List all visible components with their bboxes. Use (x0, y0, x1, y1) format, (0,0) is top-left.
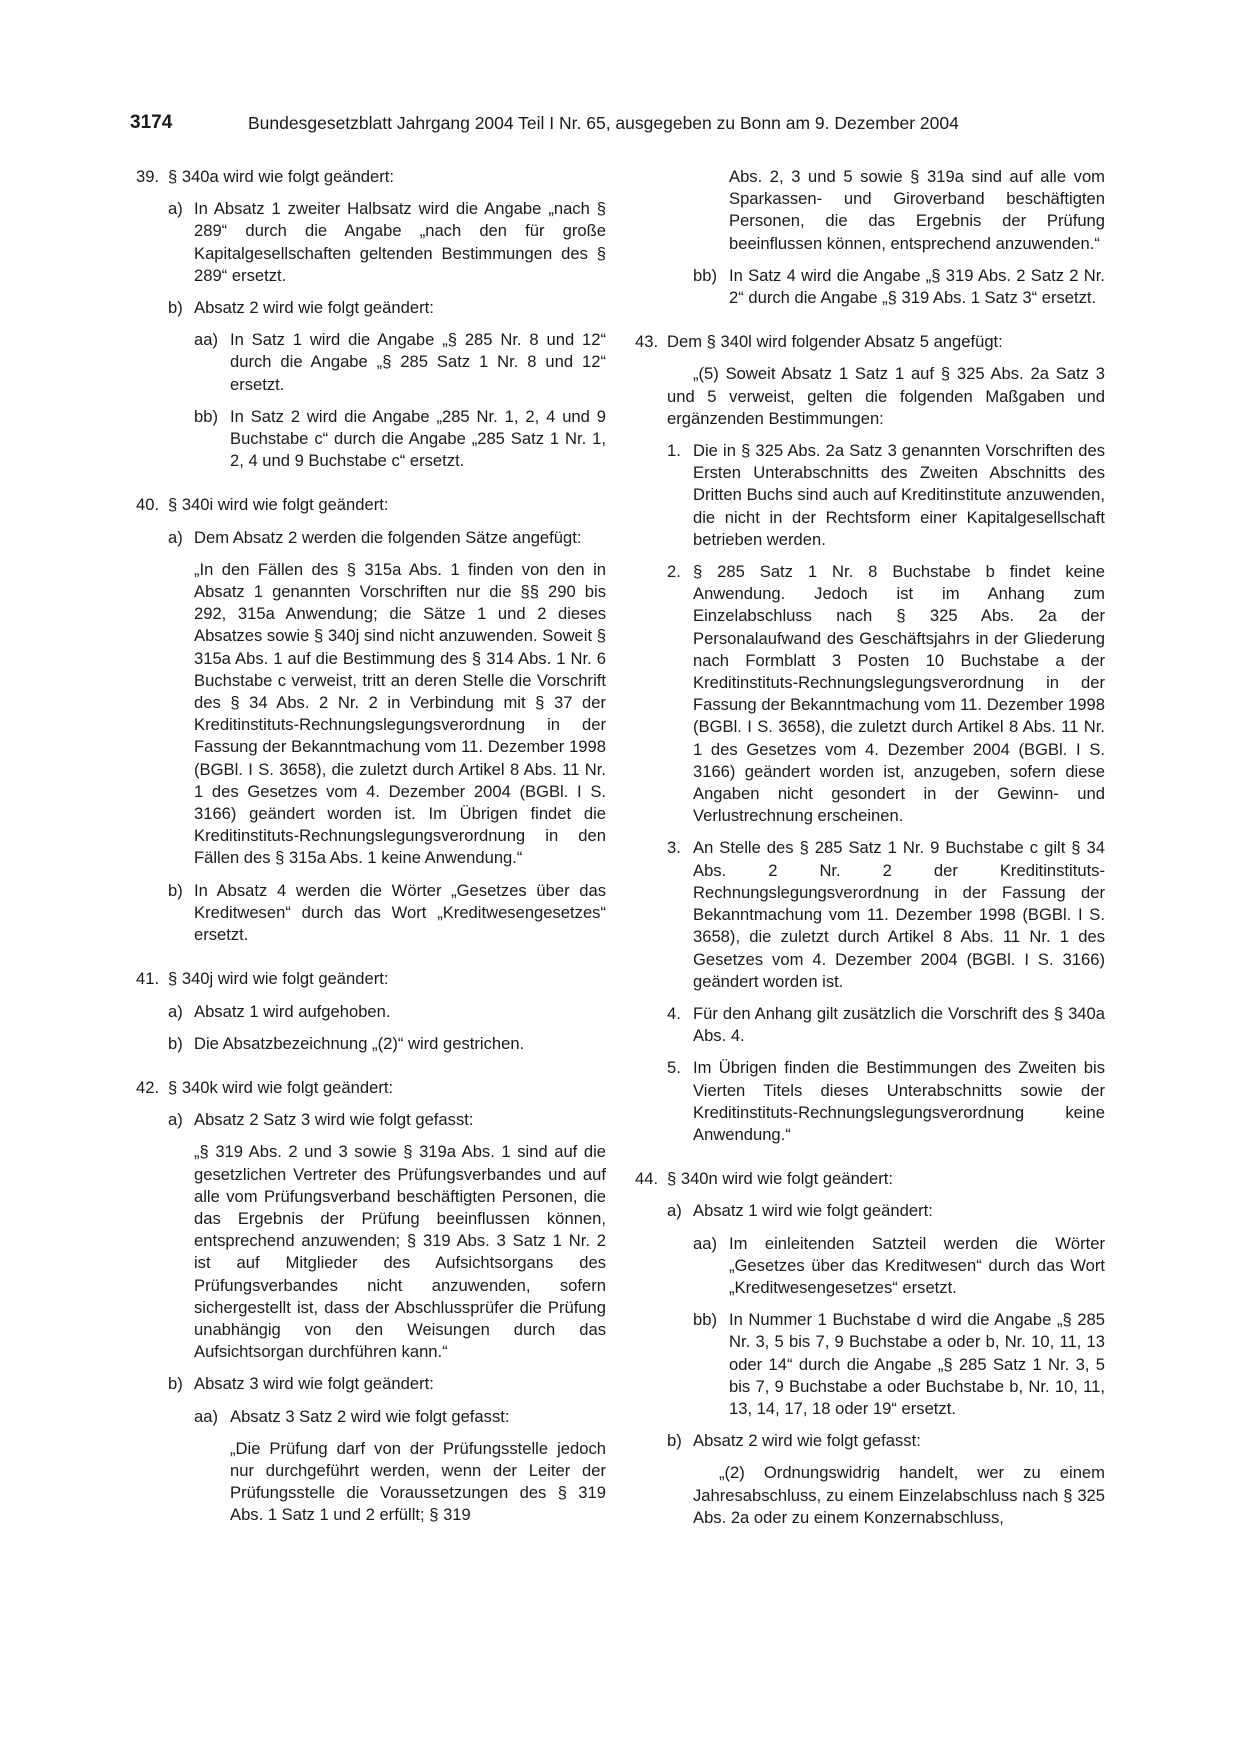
item-39-b-bb (194, 406, 606, 473)
item-44-b (667, 1430, 1105, 1452)
item-text: § 340n wird wie folgt geändert: (667, 1169, 894, 1189)
subsub-label: aa) (693, 1233, 717, 1253)
subsub-label: bb) (693, 1310, 717, 1330)
sub-text: Absatz 1 wird aufgehoben. (194, 1001, 391, 1021)
item-40-b (168, 880, 606, 947)
item-43-point-1 (667, 440, 1105, 551)
subsub-text: In Satz 4 wird die Angabe „§ 319 Abs. 2 Satz 2 Nr. 2“ durch die Angabe „§ 319 Abs. 1 Satz 3“ ersetzt. (729, 265, 1105, 308)
item-41-b (168, 1033, 606, 1055)
point-label: 3. (667, 838, 681, 858)
sub-text: Absatz 2 wird wie folgt gefasst: (693, 1431, 921, 1451)
subsub-text: In Satz 2 wird die Angabe „285 Nr. 1, 2, 4 und 9 Buchstabe c“ durch die Angabe „285 Satz 1 Nr. 1, 2, 4 und 9 Buchstabe c“ ersetzt. (230, 406, 606, 471)
subsub-text: In Satz 1 wird die Angabe „§ 285 Nr. 8 und 12“ durch die Angabe „§ 285 Satz 1 Nr. 8 und 12“ ersetzt. (230, 330, 606, 394)
item-40-a (168, 527, 606, 549)
point-label: 2. (667, 562, 681, 582)
sub-text: Absatz 1 wird wie folgt geändert: (693, 1201, 933, 1221)
sub-label: b) (667, 1431, 682, 1451)
point-label: 5. (667, 1058, 681, 1078)
item-number: 43. (635, 332, 659, 352)
subsub-text: In Nummer 1 Buchstabe d wird die Angabe „§ 285 Nr. 3, 5 bis 7, 9 Buchstabe a oder b, Nr. 10, 11, 13 oder 14“ durch die Angabe „§ 285 Satz 1 Nr. 3, 5 bis 7, 9 Buchstabe a oder Buchstabe b, Nr. 10, 11, 13, 14, 17, 18 oder 19“ ersetzt. (729, 1310, 1105, 1418)
point-text: An Stelle des § 285 Satz 1 Nr. 9 Buchstabe c gilt § 34 Abs. 2 Nr. 2 der Kreditinstituts-Rechnungslegungsverordnung in der Fassung der Bekanntmachung vom 11. Dezember 1998 (BGBl. I S. 3658), die zuletzt durch Artikel 8 Abs. 11 Nr. 1 des Gesetzes vom 4. Dezember 2004 (BGBl. I S. 3166) geändert worden ist. (693, 838, 1105, 991)
item-42-b-bb (693, 265, 1105, 309)
sub-label: b) (168, 880, 183, 900)
sub-text: Absatz 2 wird wie folgt geändert: (194, 298, 434, 318)
point-text: Die in § 325 Abs. 2a Satz 3 genannten Vorschriften des Ersten Unterabschnitts des Zweiten Abschnitts des Dritten Buchs sind auch auf Kreditinstitute anzuwenden, die nicht in der Rechtsform einer Kapitalgesellschaft betrieben werden. (693, 441, 1105, 549)
item-number: 39. (136, 167, 160, 186)
item-42-a (168, 1109, 606, 1131)
right-column (635, 166, 1105, 1529)
item-39-b-aa (194, 329, 606, 396)
item-42-continuation: Abs. 2, 3 und 5 sowie § 319a sind auf alle vom Sparkassen- und Giroverband beschäftigten Personen, die das Ergebnis der Prüfung beeinflussen können, entsprechend anzuwenden.“ (729, 167, 1105, 253)
sub-text: In Absatz 1 zweiter Halbsatz wird die Angabe „nach § 289“ durch die Angabe „nach den für große Kapitalgesellschaften geltenden Bestimmungen des § 289“ ersetzt. (194, 199, 606, 285)
point-text: § 285 Satz 1 Nr. 8 Buchstabe b findet keine Anwendung. Jedoch ist im Anhang zum Einzelabschluss nach § 325 Abs. 2a der Personalaufwand des Geschäftsjahrs in der Gliederung nach Formblatt 3 Posten 10 Buchstabe a der Kreditinstituts-Rechnungslegungsverordnung in der Fassung der Bekanntmachung vom 11. Dezember 1998 (BGBl. I S. 3658), die zuletzt durch Artikel 8 Abs. 11 Nr. 1 des Gesetzes vom 4. Dezember 2004 (BGBl. I S. 3166) geändert worden ist, anzugeben, sofern diese Angaben nicht gesondert in der Gewinn- und Verlustrechnung erscheinen. (693, 562, 1105, 826)
sub-text: Absatz 2 Satz 3 wird wie folgt gefasst: (194, 1110, 474, 1130)
item-39-b (168, 297, 606, 319)
item-44-a-bb (693, 1309, 1105, 1420)
point-label: 4. (667, 1003, 681, 1023)
item-44-a (667, 1200, 1105, 1222)
sub-label: a) (168, 1001, 183, 1021)
item-43-point-4 (667, 1003, 1105, 1047)
item-text: § 340a wird wie folgt geändert: (168, 167, 395, 186)
item-number: 44. (635, 1169, 659, 1189)
subsub-label: aa) (194, 330, 218, 350)
item-42-b (168, 1373, 606, 1395)
sub-label: a) (168, 199, 183, 219)
item-text: Dem § 340l wird folgender Absatz 5 angefügt: (667, 332, 1003, 352)
item-41 (136, 968, 606, 990)
sub-label: b) (168, 1374, 183, 1394)
item-39 (136, 166, 606, 188)
sub-label: a) (168, 1110, 183, 1130)
item-43-intro: „(5) Soweit Absatz 1 Satz 1 auf § 325 Abs. 2a Satz 3 und 5 verweist, gelten die folgenden Maßgaben und ergänzenden Bestimmungen: (667, 364, 1105, 428)
item-43-point-5 (667, 1057, 1105, 1146)
subsub-label: bb) (194, 406, 218, 426)
sub-label: b) (168, 298, 183, 318)
item-42-b-aa (194, 1406, 606, 1428)
item-43-point-2 (667, 561, 1105, 827)
subsub-label: bb) (693, 265, 717, 285)
item-42-quote: „§ 319 Abs. 2 und 3 sowie § 319a Abs. 1 sind auf die gesetzlichen Vertreter des Prüfungsverbandes und auf alle vom Prüfungsverband beschäftigten Personen, die das Ergebnis der Prüfung beeinflussen können, entsprechend anzuwenden; § 319 Abs. 3 Satz 1 Nr. 2 ist auf Mitglieder des Aufsichtsorgans des Prüfungsverbandes nicht anzuwenden, sofern sichergestellt ist, dass der Abschlussprüfer die Prüfung unabhängig von den Weisungen durch das Aufsichtsorgan durchführen kann.“ (194, 1142, 606, 1362)
item-40 (136, 494, 606, 516)
subsub-text: Im einleitenden Satzteil werden die Wörter „Gesetzes über das Kreditwesen“ durch das Wort „Kreditwesengesetzes“ ersetzt. (729, 1233, 1105, 1297)
item-39-a (168, 198, 606, 287)
item-number: 40. (136, 495, 160, 515)
sub-text: Absatz 3 wird wie folgt geändert: (194, 1374, 434, 1394)
item-41-a (168, 1001, 606, 1023)
running-title: Bundesgesetzblatt Jahrgang 2004 Teil I Nr. 65, ausgegeben zu Bonn am 9. Dezember 2004 (248, 113, 959, 133)
sub-text: Dem Absatz 2 werden die folgenden Sätze angefügt: (194, 527, 582, 547)
item-40-quote: „In den Fällen des § 315a Abs. 1 finden von den in Absatz 1 genannten Vorschriften nur die §§ 290 bis 292, 315a Anwendung; die Sätze 1 und 2 dieses Absatzes sowie § 340j sind nicht anzuwenden. Soweit § 315a Abs. 1 auf die Bestimmung des § 314 Abs. 1 Nr. 6 Buchstabe c verweist, tritt an deren Stelle die Vorschrift des § 34 Abs. 2 Nr. 2 in Verbindung mit § 37 der Kreditinstituts-Rechnungslegungsverordnung in der Fassung der Bekanntmachung vom 11. Dezember 1998 (BGBl. I S. 3658), die zuletzt durch Artikel 8 Abs. 11 Nr. 1 des Gesetzes vom 4. Dezember 2004 (BGBl. I S. 3166) geändert worden ist. Im Übrigen findet die Kreditinstituts-Rechnungslegungsverordnung in den Fällen des § 315a Abs. 1 keine Anwendung.“ (194, 559, 606, 868)
point-text: Für den Anhang gilt zusätzlich die Vorschrift des § 340a Abs. 4. (693, 1003, 1105, 1046)
item-number: 42. (136, 1077, 160, 1097)
item-44-quote: „(2) Ordnungswidrig handelt, wer zu einem Jahresabschluss, zu einem Einzelabschluss nach § 325 Abs. 2a oder zu einem Konzernabschluss, (693, 1463, 1105, 1527)
item-number: 41. (136, 969, 160, 989)
point-text: Im Übrigen finden die Bestimmungen des Zweiten bis Vierten Titels dieses Unterabschnitts sowie der Kreditinstituts-Rechnungslegungsverordnung keine Anwendung.“ (693, 1058, 1105, 1144)
sub-text: Die Absatzbezeichnung „(2)“ wird gestrichen. (194, 1033, 525, 1053)
item-text: § 340i wird wie folgt geändert: (168, 495, 389, 515)
subsub-label: aa) (194, 1406, 218, 1426)
page-number: 3174 (130, 112, 173, 133)
item-text: § 340j wird wie folgt geändert: (168, 969, 389, 989)
sub-label: a) (667, 1201, 682, 1221)
sub-label: a) (168, 527, 183, 547)
item-44 (635, 1168, 1105, 1190)
item-43 (635, 331, 1105, 353)
item-43-point-3 (667, 837, 1105, 992)
point-label: 1. (667, 441, 681, 461)
item-42 (136, 1077, 606, 1099)
left-column (136, 166, 606, 1527)
subsub-text: Absatz 3 Satz 2 wird wie folgt gefasst: (230, 1406, 510, 1426)
item-text: § 340k wird wie folgt geändert: (168, 1077, 394, 1097)
page-header (130, 112, 1110, 138)
item-44-a-aa (693, 1233, 1105, 1300)
sub-text: In Absatz 4 werden die Wörter „Gesetzes über das Kreditwesen“ durch das Wort „Kreditwesengesetzes“ ersetzt. (194, 880, 606, 945)
item-42-aa-quote: „Die Prüfung darf von der Prüfungsstelle jedoch nur durchgeführt werden, wenn der Leiter der Prüfungsstelle die Voraussetzungen des § 319 Abs. 1 Satz 1 und 2 erfüllt; § 319 (230, 1438, 606, 1525)
sub-label: b) (168, 1033, 183, 1053)
